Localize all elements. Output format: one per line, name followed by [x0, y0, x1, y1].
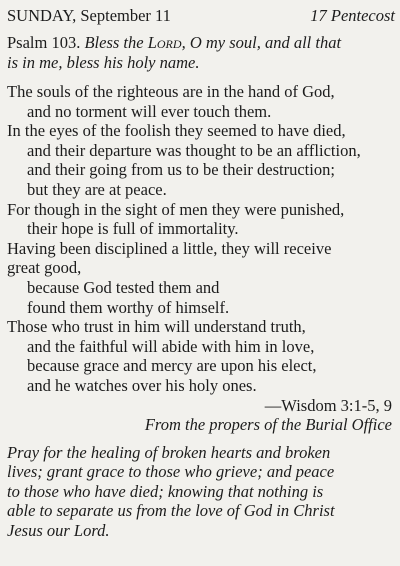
reading-line: and no torment will ever touch them. [27, 101, 272, 121]
psalm-line-2: is in me, bless his holy name. [7, 52, 200, 72]
psalm-text-rest: , O my soul, and all that [181, 33, 342, 52]
prayer-line: lives; grant grace to those who grieve; and peace [7, 462, 335, 482]
reading-line: found them worthy of himself. [27, 297, 230, 317]
reading-line: In the eyes of the foolish they seemed to have died, [7, 121, 346, 141]
psalm-verse [7, 33, 395, 72]
reading-line: and he watches over his holy ones. [27, 375, 257, 395]
reading-line: and their departure was thought to be an affliction, [27, 140, 361, 160]
reading-line: and their going from us to be their destruction; [27, 160, 335, 180]
reading-line: because God tested them and [27, 277, 220, 297]
psalm-lord: Lord [147, 33, 182, 52]
psalm-reference: Psalm 103. [7, 33, 81, 52]
prayer-intention [7, 443, 395, 541]
psalm-line-1 [7, 33, 395, 53]
prayer-line: Jesus our Lord. [7, 521, 110, 541]
liturgical-occasion: 17 Pentecost [310, 6, 395, 25]
date-heading: SUNDAY, September 11 [7, 6, 171, 25]
reading-line: because grace and mercy are upon his elect, [27, 356, 317, 376]
reading-line: Those who trust in him will understand truth, [7, 317, 306, 337]
psalm-text-start: Bless the [84, 33, 148, 52]
scripture-reading [7, 82, 395, 435]
reading-line: Having been disciplined a little, they will receive [7, 238, 332, 258]
reading-line: and the faithful will abide with him in love, [27, 336, 315, 356]
reading-line: The souls of the righteous are in the hand of God, [7, 82, 335, 101]
reading-citation: —Wisdom 3:1-5, 9 [264, 395, 392, 415]
devotional-page [7, 6, 395, 541]
prayer-line: to those who have died; knowing that nothing is [7, 481, 324, 501]
page-header [7, 6, 395, 26]
prayer-line: Pray for the healing of broken hearts and broken [7, 442, 331, 462]
prayer-line: able to separate us from the love of God in Christ [7, 501, 335, 521]
reading-line: their hope is full of immortality. [27, 219, 239, 239]
reading-line: great good, [7, 258, 82, 278]
reading-line: For though in the sight of men they were punished, [7, 199, 345, 219]
reading-source: From the propers of the Burial Office [144, 415, 392, 435]
reading-line: but they are at peace. [27, 179, 167, 199]
